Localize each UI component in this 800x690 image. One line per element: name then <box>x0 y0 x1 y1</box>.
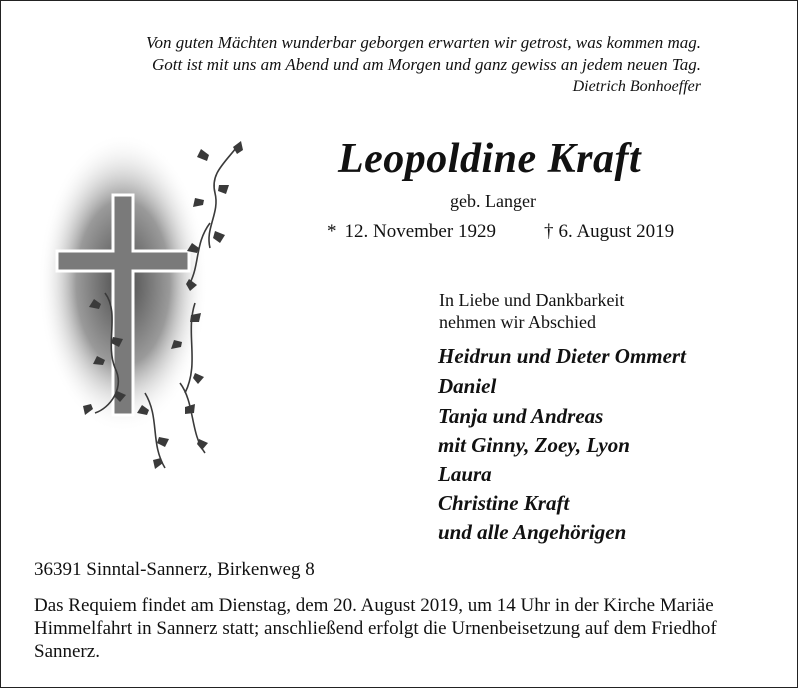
birth-date-group <box>327 221 496 243</box>
service-notice: Das Requiem findet am Dienstag, dem 20. August 2019, um 14 Uhr in der Kirche Mariäe Himmelfahrt in Sannerz statt; anschließend erfolgt die Urnenbeisetzung auf dem Friedhof Sannerz. <box>34 595 717 662</box>
mourner-name: Daniel <box>438 374 497 398</box>
farewell-line-2: nehmen wir Abschied <box>439 312 596 332</box>
birth-date: 12. November 1929 <box>344 221 496 242</box>
birth-name: geb. Langer <box>450 191 536 211</box>
quote-line-2: Gott ist mit uns am Abend und am Morgen und ganz gewiss an jedem neuen Tag. <box>151 55 701 74</box>
birth-symbol: * <box>327 221 337 242</box>
farewell-line-1: In Liebe und Dankbarkeit <box>439 290 625 310</box>
quote-line-1: Von guten Mächten wunderbar geborgen erwarten wir getrost, was kommen mag. <box>146 33 701 52</box>
mourner-name: Tanja und Andreas <box>438 404 604 428</box>
deceased-name: Leopoldine Kraft <box>338 136 642 182</box>
mourner-name: mit Ginny, Zoey, Lyon <box>438 433 630 457</box>
quote-author: Dietrich Bonhoeffer <box>572 78 701 95</box>
death-symbol: † <box>544 221 554 242</box>
death-date: 6. August 2019 <box>558 221 675 242</box>
death-date-group <box>544 221 674 243</box>
mourner-name: und alle Angehörigen <box>438 520 627 544</box>
mourner-name: Christine Kraft <box>438 491 570 515</box>
mourner-name: Heidrun und Dieter Ommert <box>438 344 686 368</box>
family-address: 36391 Sinntal-Sannerz, Birkenweg 8 <box>34 559 315 580</box>
mourner-name: Laura <box>438 462 492 486</box>
cross-with-ivy-icon <box>35 133 250 483</box>
